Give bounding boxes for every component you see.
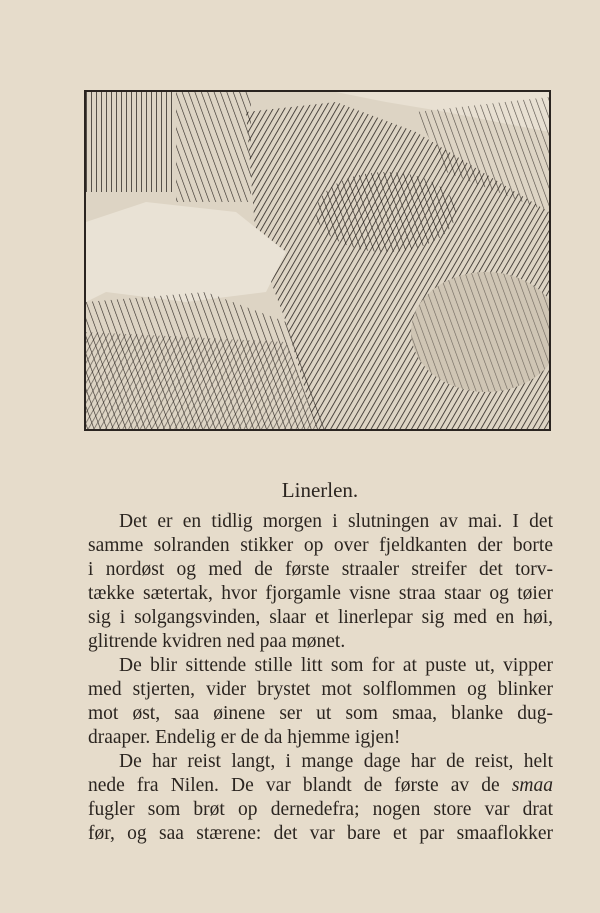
text-line: glitrende kvidren ned paa mønet.	[88, 631, 346, 652]
text-line: Det er en tidlig morgen i slutningen av mai. I det	[119, 511, 553, 532]
text-line: sig i solgangsvinden, slaar et linerlepar sig med en høi,	[88, 607, 553, 628]
text-line: med stjerten, vider brystet mot solflommen og blinker	[88, 679, 553, 700]
text-line: før, og saa stærene: det var bare et par smaaflokker	[88, 823, 553, 844]
text-line: fugler som brøt op dernedefra; nogen store var drat	[88, 799, 553, 820]
text-line: mot øst, saa øinene ser ut som smaa, blanke dug-	[88, 703, 553, 724]
body-text	[88, 510, 553, 846]
text-line: nede fra Nilen. De var blandt de første av de smaa	[88, 775, 554, 796]
pen-drawing-landscape	[86, 92, 549, 429]
text-line: samme solranden stikker op over fjeldkanten der borte	[88, 535, 553, 556]
text-line: tække sætertak, hvor fjorgamle visne straa staar og tøier	[88, 583, 553, 604]
text-line: i nordøst og med de første straaler streifer det torv-	[88, 559, 553, 580]
text-line: De har reist langt, i mange dage har de reist, helt	[119, 751, 553, 772]
emphasized-word: smaa	[511, 775, 554, 796]
illustration-mountain-farm	[84, 90, 551, 431]
text-line: draaper. Endelig er de da hjemme igjen!	[88, 727, 401, 748]
text-line: De blir sittende stille litt som for at puste ut, vipper	[119, 655, 553, 676]
chapter-title: Linerlen.	[281, 478, 359, 502]
